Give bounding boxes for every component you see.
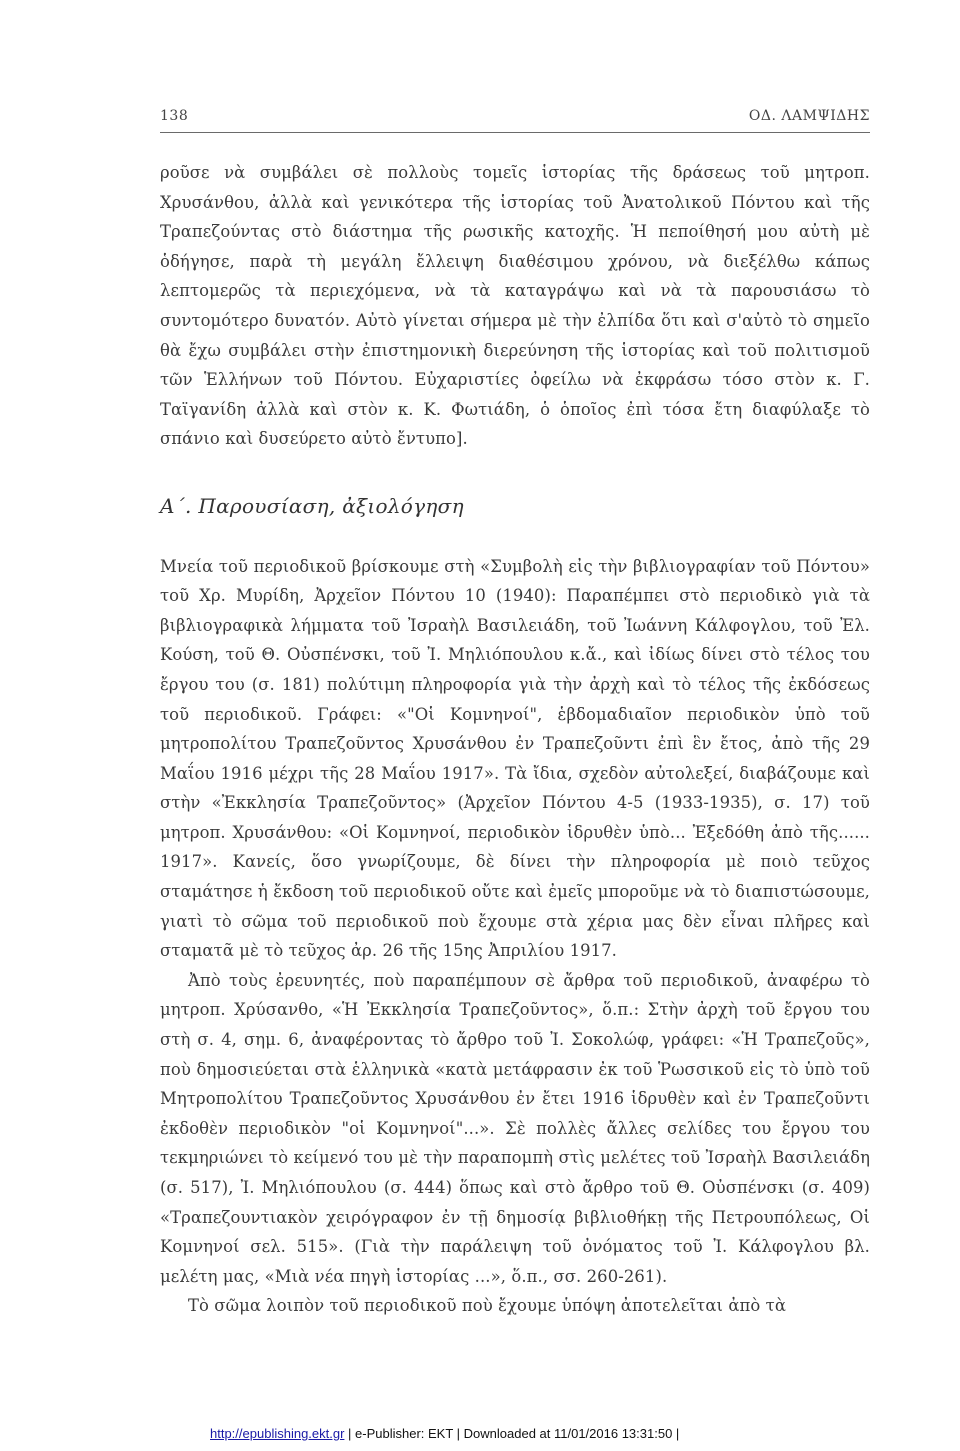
paragraph: Ἀπὸ τοὺς ἐρευνητές, ποὺ παραπέμπουν σὲ ἄρθρα τοῦ περιοδικοῦ, ἀναφέρω τὸ μητροπ. Χρύσανθο, «Ἡ Ἐκκλησία Τραπεζοῦντος», ὅ.π.: Στὴν ἀρχὴ τοῦ ἔργου του στὴ σ. 4, σημ. 6, ἀναφέροντας τὸ ἄρθρο τοῦ Ἰ. Σοκολώφ, γράφει: «Ἡ Τραπεζοῦς», ποὺ δημοσιεύεται στὰ ἑλληνικὰ «κατὰ μετάφρασιν ἐκ τοῦ Ῥωσσικοῦ εἰς τὸ ὑπὸ τοῦ Μητροπολίτου Τραπεζοῦντος Χρυσάνθου ἐν ἔτει 1916 ἱδρυθὲν καὶ ἐν Τραπεζοῦντι ἐκδοθὲν περιοδικὸν "οἱ Κομνηνοί"...». Σὲ πολλὲς ἄλλες σελίδες του ἔργου του τεκμηριώνει τὸ κείμενό του μὲ τὴν παραπομπὴ στὶς μελέτες τοῦ Ἰσραὴλ Βασιλειάδη (σ. 517), Ἰ. Μηλιόπουλου (σ. 444) ὅπως καὶ στὸ ἄρθρο τοῦ Θ. Οὐσπένσκι (σ. 409) «Τραπεζουντιακὸν χειρόγραφον ἐν τῇ δημοσίᾳ βιβλιοθήκῃ τῆς Πετρουπόλεως, Οἱ Κομνηνοί σελ. 515». (Γιὰ τὴν παράλειψη τοῦ ὀνόματος τοῦ Ἰ. Κάλφογλου βλ. μελέτη μας, «Μιὰ νέα πηγὴ ἱστορίας ...», ὅ.π., σσ. 260-261). (160, 970, 870, 1286)
footer-info: | e-Publisher: EKT | Downloaded at 11/01/2016 13:31:50 | (344, 1426, 680, 1441)
author-name: ΟΔ. ΛΑΜΨΙΔΗΣ (748, 108, 870, 124)
paragraph: Μνεία τοῦ περιοδικοῦ βρίσκουμε στὴ «Συμβολὴ εἰς τὴν βιβλιογραφίαν τοῦ Πόντου» τοῦ Χρ. Μυρίδη, Ἀρχεῖον Πόντου 10 (1940): Παραπέμπει στὸ περιοδικὸ γιὰ τὰ βιβλιογραφικὰ λήμματα τοῦ Ἰσραὴλ Βασιλειάδη, τοῦ Ἰωάννη Κάλφογλου, τοῦ Ἐλ. Κούση, τοῦ Θ. Οὐσπένσκι, τοῦ Ἰ. Μηλιόπουλου κ.ἄ., καὶ ἰδίως δίνει στὸ τέλος του ἔργου του (σ. 181) πολύτιμη πληροφορία γιὰ τὴν ἀρχὴ καὶ τὸ τέλος τῆς ἐκδόσεως τοῦ περιοδικοῦ. Γράφει: «"Οἱ Κομνηνοί", ἑβδομαδιαῖον περιοδικὸν ὑπὸ τοῦ μητροπολίτου Τραπεζοῦντος Χρυσάνθου ἐν Τραπεζοῦντι ἐπὶ ἓν ἔτος, ἀπὸ τῆς 29 Μαΐου 1916 μέχρι τῆς 28 Μαΐου 1917». Τὰ ἴδια, σχεδὸν αὐτολεξεί, διαβάζουμε καὶ στὴν «Ἐκκλησία Τραπεζοῦντος» (Ἀρχεῖον Πόντου 4-5 (1933-1935), σ. 17) τοῦ μητροπ. Χρυσάνθου: «Οἱ Κομνηνοί, περιοδικὸν ἱδρυθὲν ὑπὸ... Ἐξεδόθη ἀπὸ τῆς...... 1917». Κανείς, ὅσο γνωρίζουμε, δὲ δίνει τὴν πληροφορία μὲ ποιὸ τεῦχος σταμάτησε ἡ ἔκδοση τοῦ περιοδικοῦ οὔτε καὶ ἐμεῖς μποροῦμε νὰ τὸ διαπιστώσουμε, γιατὶ τὸ σῶμα τοῦ περιοδικοῦ ποὺ ἔχουμε στὰ χέρια μας δὲν εἶναι πλῆρες καὶ σταματᾶ μὲ τὸ τεῦχος ἀρ. 26 τῆς 15ης Ἀπριλίου 1917. (160, 556, 870, 961)
running-head (160, 108, 870, 133)
paragraph: Τὸ σῶμα λοιπὸν τοῦ περιοδικοῦ ποὺ ἔχουμε ὑπόψη ἀποτελεῖται ἀπὸ τὰ (188, 1296, 786, 1316)
download-footer (210, 1426, 679, 1441)
epublishing-link[interactable]: http://epublishing.ekt.gr (210, 1426, 345, 1441)
body-text (160, 158, 870, 1321)
paragraph-continuation: ροῦσε νὰ συμβάλει σὲ πολλοὺς τομεῖς ἱστορίας τῆς δράσεως τοῦ μητροπ. Χρυσάνθου, ἀλλὰ καὶ γενικότερα τῆς ἱστορίας τοῦ Ἀνατολικοῦ Πόντου καὶ τῆς Τραπεζούντας στὸ διάστημα τῆς ρωσικῆς κατοχῆς. Ἡ πεποίθησή μου αὐτὴ μὲ ὁδήγησε, παρὰ τὴ μεγάλη ἔλλειψη διαθέσιμου χρόνου, νὰ διεξέλθω κάπως λεπτομερῶς τὰ περιεχόμενα, νὰ τὰ καταγράψω καὶ νὰ τὰ παρουσιάσω τὸ συντομότερο δυνατόν. Αὐτὸ γίνεται σήμερα μὲ τὴν ἐλπίδα ὅτι καὶ σ'αὐτὸ τὸ σημεῖο θὰ ἔχω συμβάλει στὴν ἐπιστημονικὴ διερεύνηση τῆς ἱστορίας καὶ τοῦ πολιτισμοῦ τῶν Ἑλλήνων τοῦ Πόντου. Εὐχαριστίες ὀφείλω νὰ ἐκφράσω τόσο στὸν κ. Γ. Ταϊγανίδη ἀλλὰ καὶ στὸν κ. Κ. Φωτιάδη, ὁ ὁποῖος ἐπὶ τόσα ἔτη διαφύλαξε τὸ σπάνιο καὶ δυσεύρετο αὐτὸ ἔντυπο]. (160, 163, 870, 449)
document-page (160, 108, 870, 1321)
page-number: 138 (160, 108, 189, 124)
section-heading: Α΄. Παρουσίαση, ἀξιολόγηση (160, 493, 464, 518)
